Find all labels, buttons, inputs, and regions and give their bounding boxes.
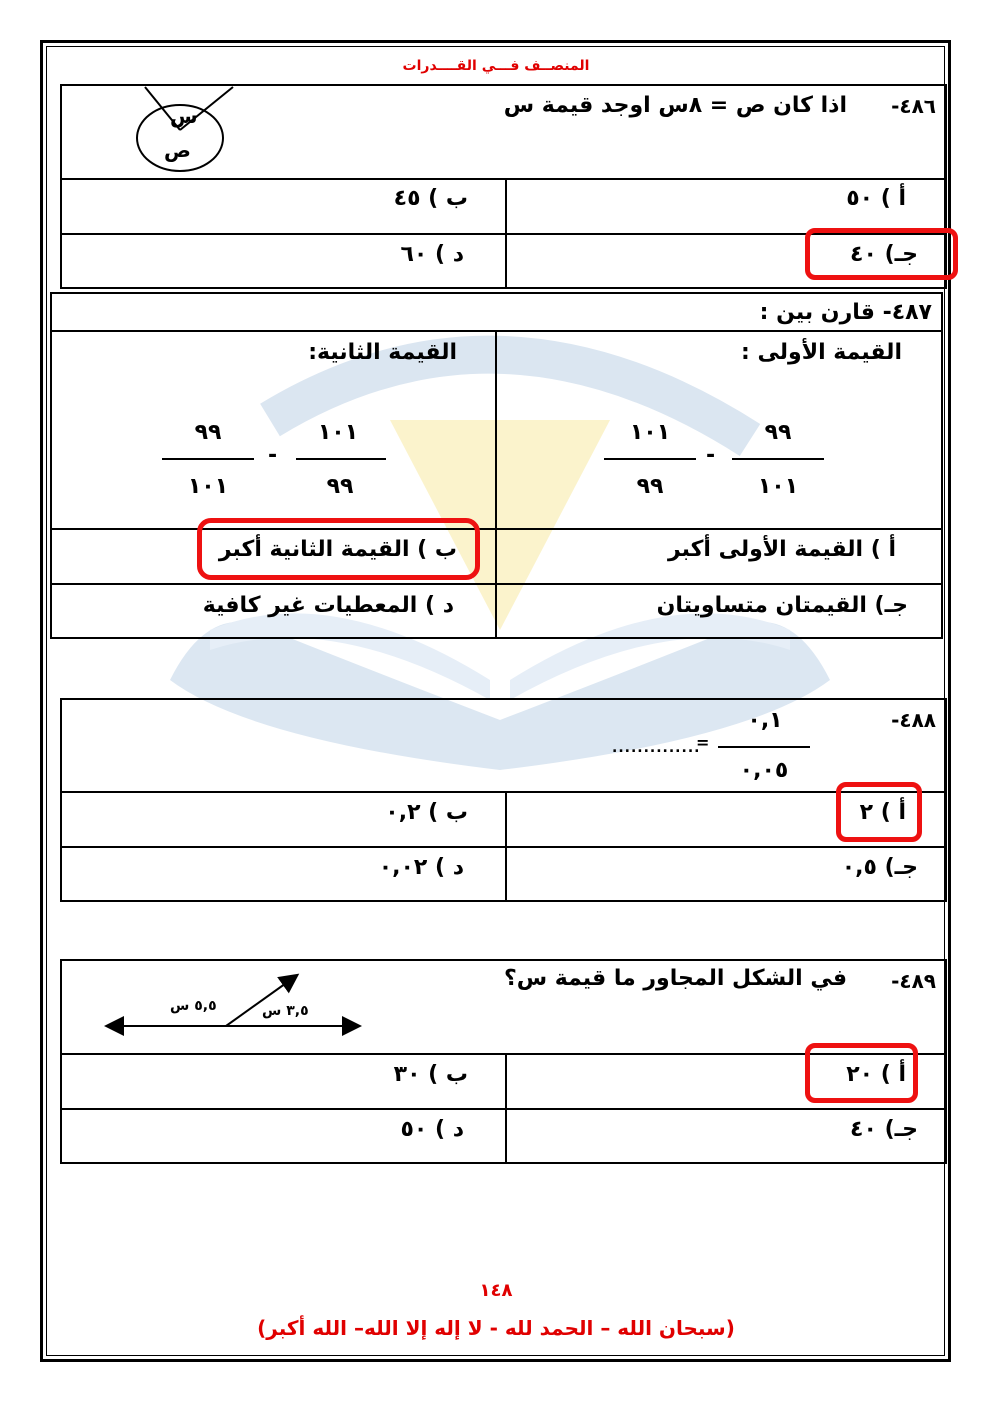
q486-diagram-bottom: ص [164, 138, 191, 162]
q487-option-b[interactable]: ب ) القيمة الثانية أكبر [218, 537, 457, 562]
footer-text: (سبحان الله – الحمد لله - لا إله إلا الله– الله أكبر) [257, 1316, 735, 1340]
q489-angle-diagram [100, 968, 370, 1038]
q488-option-c[interactable]: جـ) ٠,٥ [841, 855, 918, 880]
q486-option-d[interactable]: د ) ٦٠ [400, 242, 464, 267]
q488-numerator: ٠,١ [747, 708, 783, 733]
q489-option-a[interactable]: أ ) ٢٠ [846, 1062, 906, 1087]
q488-option-d[interactable]: د ) ٠,٠٢ [378, 855, 464, 880]
q487-answer-mark [197, 518, 480, 580]
q487-number: ٤٨٧- قارن بين : [759, 300, 932, 325]
q486-number: ٤٨٦- [891, 94, 936, 118]
q488-number: ٤٨٨- [891, 708, 936, 732]
q486-answer-mark [805, 228, 958, 280]
q489-text: في الشكل المجاور ما قيمة س؟ [503, 966, 847, 991]
q487-option-d[interactable]: د ) المعطيات غير كافية [202, 593, 454, 618]
q486-option-b[interactable]: ب ) ٤٥ [393, 186, 468, 211]
q489-option-c[interactable]: جـ) ٤٠ [850, 1117, 918, 1142]
q489-angle-left-label: ٥,٥ س [170, 998, 217, 1014]
q488-answer-mark [836, 782, 922, 842]
q489-option-b[interactable]: ب ) ٣٠ [393, 1062, 468, 1087]
q488-equals: = [696, 733, 710, 752]
q487-second-label: القيمة الثانية: [308, 340, 457, 365]
q488-denominator: ٠,٠٥ [739, 758, 789, 783]
q486-option-c[interactable]: جـ) ٤٠ [850, 242, 918, 267]
q487-option-c[interactable]: جـ) القيمتان متساويتان [656, 593, 908, 618]
page-header: المنصــف فـــي القــــدرات [402, 58, 590, 74]
q487-first-label: القيمة الأولى : [741, 340, 902, 365]
q489-answer-mark [805, 1043, 918, 1103]
q488-option-a[interactable]: أ ) ٢ [859, 800, 906, 825]
q486-option-a[interactable]: أ ) ٥٠ [846, 186, 906, 211]
q488-option-b[interactable]: ب ) ٠,٢ [385, 800, 468, 825]
q489-option-d[interactable]: د ) ٥٠ [400, 1117, 464, 1142]
q487-option-a[interactable]: أ ) القيمة الأولى أكبر [667, 537, 896, 562]
q488-blank: .............. [612, 740, 701, 756]
q488-box [60, 698, 947, 902]
q486-diagram-top: س [170, 104, 198, 128]
q486-text: اذا كان ص = ٨س اوجد قيمة س [503, 93, 847, 118]
page-number: ١٤٨ [479, 1280, 513, 1301]
q489-number: ٤٨٩- [891, 969, 936, 993]
q486-diagram [125, 82, 245, 177]
q489-angle-right-label: ٣,٥ س [262, 1003, 309, 1019]
